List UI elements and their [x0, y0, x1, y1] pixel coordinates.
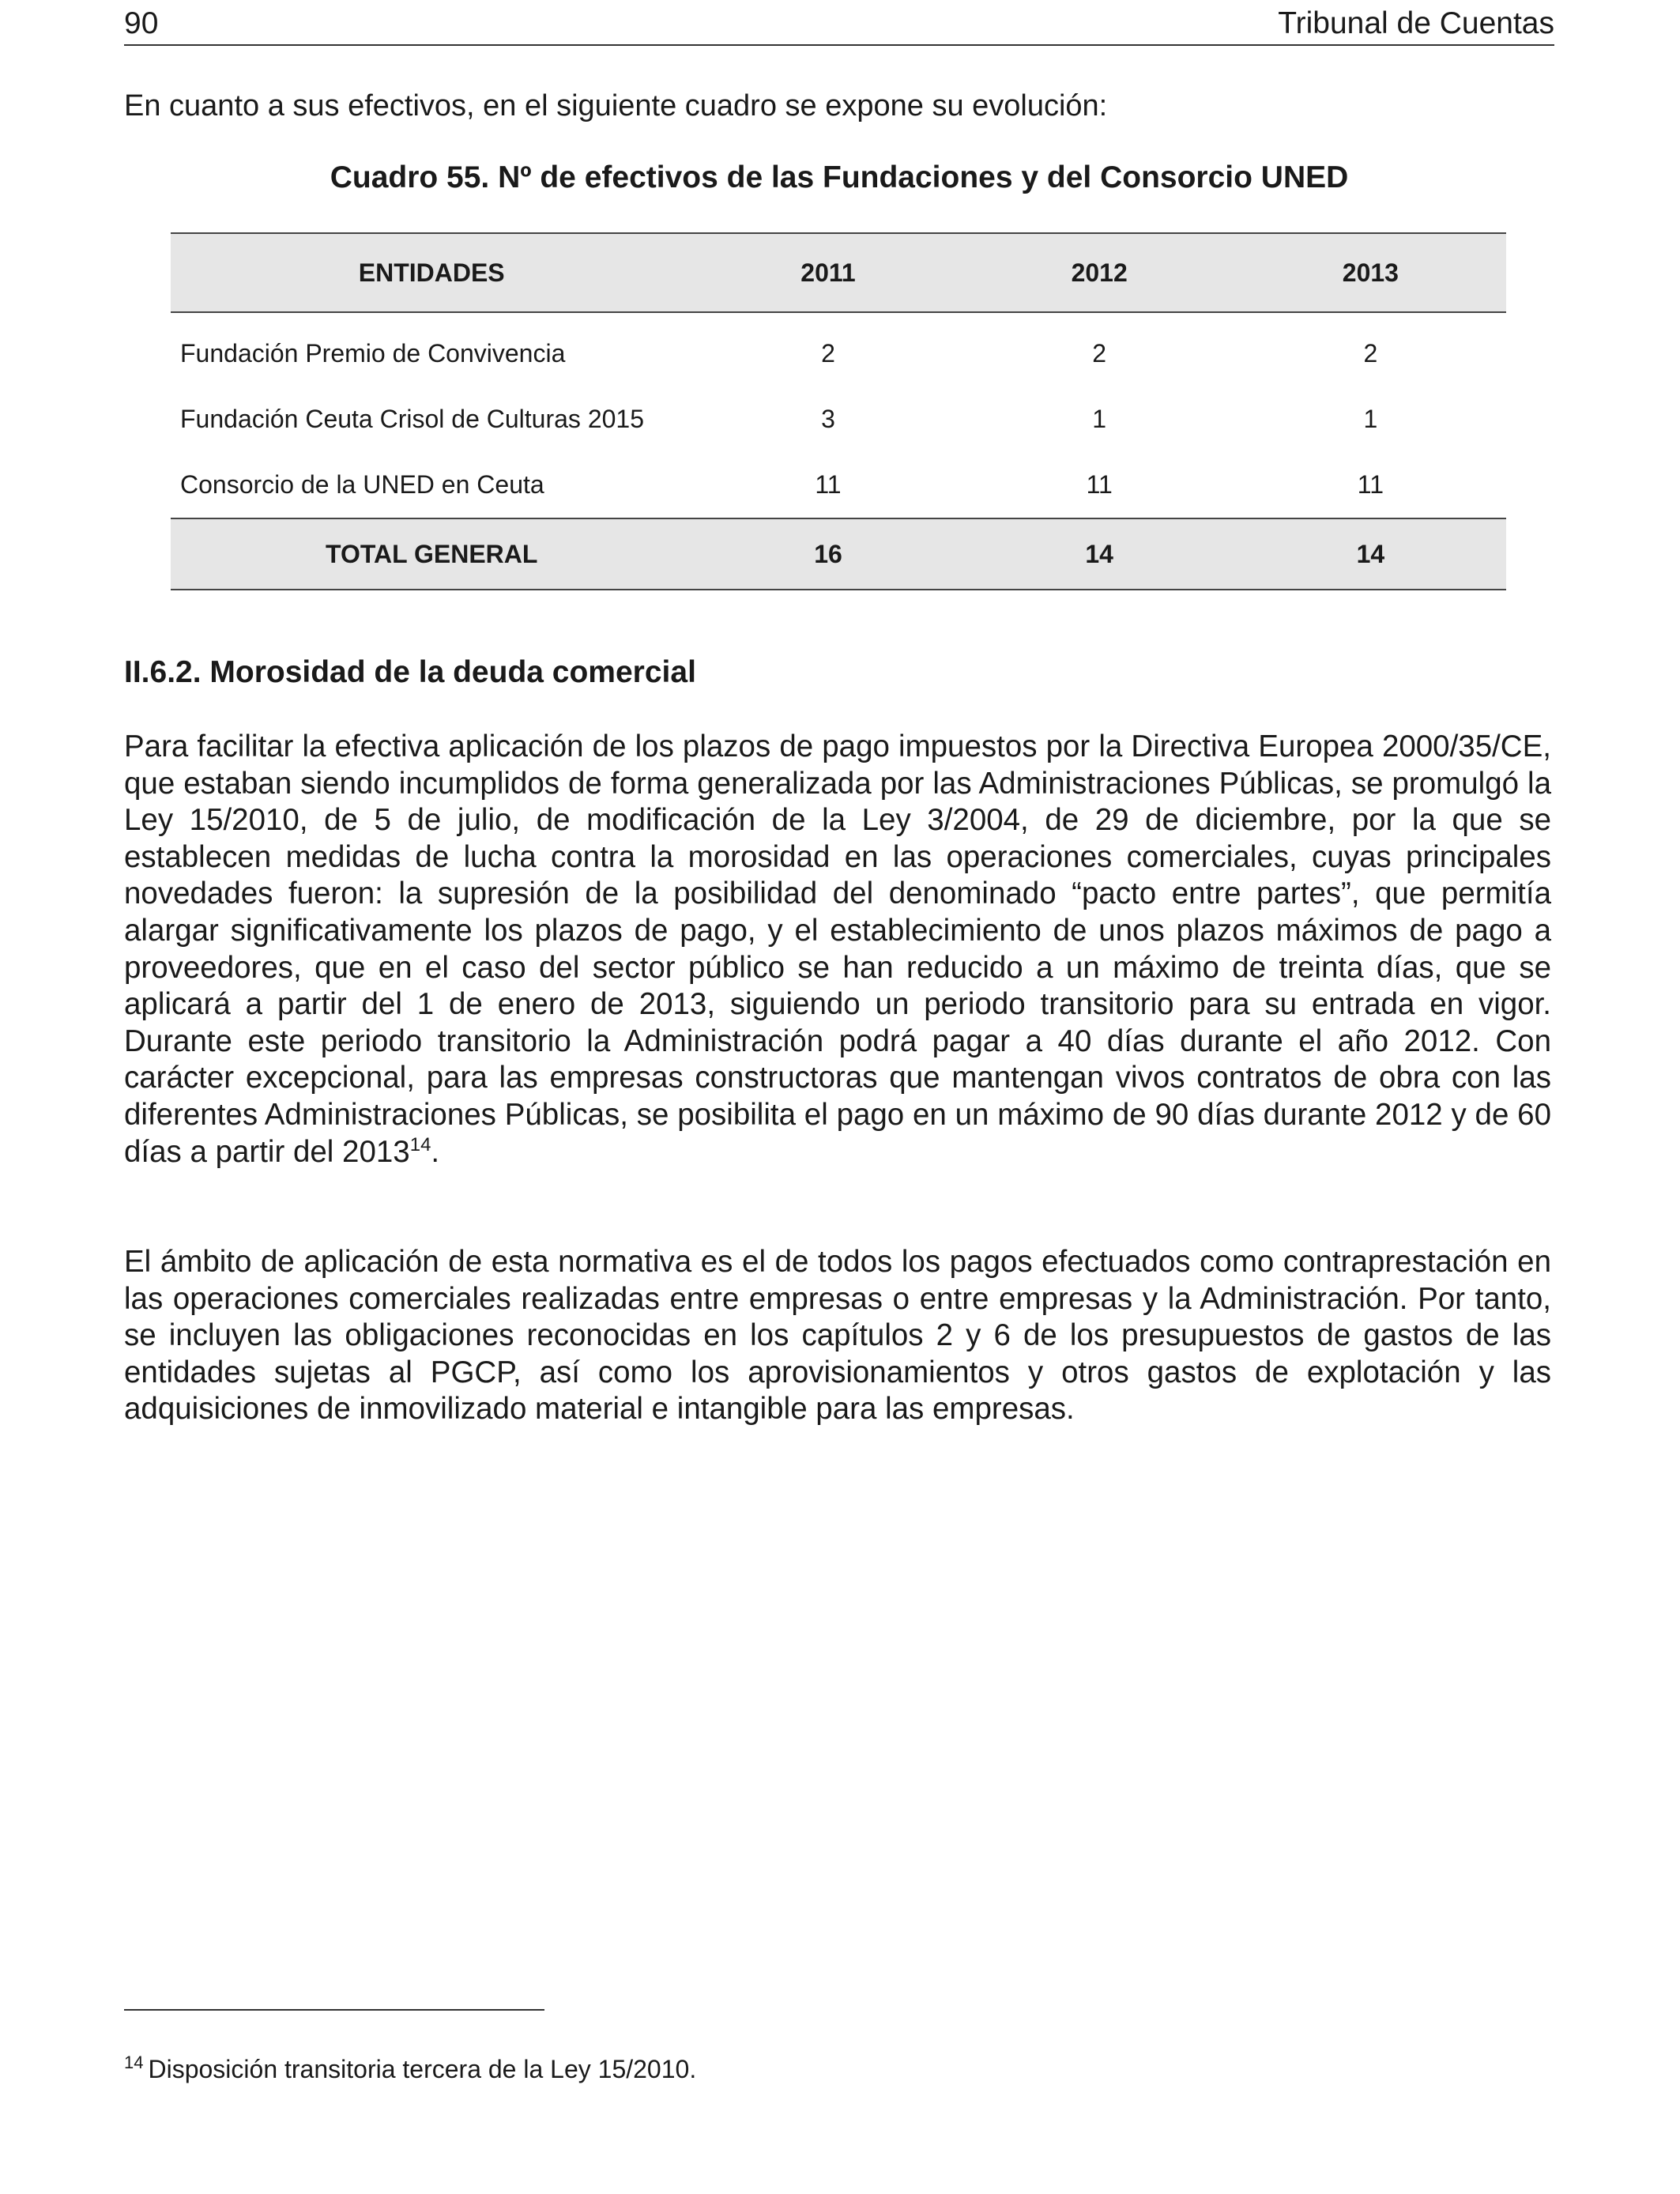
footnote-reference[interactable]: 14 [409, 1133, 431, 1155]
table-total-row [171, 518, 1506, 590]
value-2011: 11 [815, 470, 842, 499]
page-header [124, 5, 1554, 46]
table-header-row [171, 233, 1506, 312]
entity-name: Consorcio de la UNED en Ceuta [180, 470, 544, 499]
body-paragraph-2: El ámbito de aplicación de esta normativa es el de todos los pagos efectuados como contraprestación en las operaciones comerciales realizadas entre empresas o entre empresas y la Administración. Por tanto, se incluyen las obligaciones reconocidas en los capítulos 2 y 6 de los presupuestos de gastos de las entidades sujetas al PGCP, así como los aprovisionamientos y otros gastos de explotación y las adquisiciones de inmovilizado material e intangible para las empresas. [124, 1245, 1551, 1427]
total-label: TOTAL GENERAL [171, 518, 692, 590]
total-2013: 14 [1235, 518, 1506, 590]
paragraph-1-end: . [431, 1134, 440, 1169]
value-2012: 11 [1086, 470, 1113, 499]
table-title: Cuadro 55. Nº de efectivos de las Fundaciones y del Consorcio UNED [330, 160, 1349, 194]
efectivos-table-container [171, 232, 1506, 590]
value-2012: 2 [1092, 339, 1107, 368]
footnote-number: 14 [124, 2053, 144, 2073]
paragraph-1-text: Para facilitar la efectiva aplicación de los plazos de pago impuestos por la Directiva Europea 2000/35/CE, que estaban siendo incumplidos de forma generalizada por las Administraciones Públicas, se promulgó la Ley 15/2010, de 5 de julio, de modificación de la Ley 3/2004, de 29 de diciembre, por la que se establecen medidas de lucha contra la morosidad en las operaciones comerciales, cuyas principales novedades fueron: la supresión de la posibilidad del denominado “pacto entre partes”, que permitía alargar significativamente los plazos de pago, y el establecimiento de unos plazos máximos de pago a proveedores, que en el caso del sector público se han reducido a un máximo de treinta días, que se aplicará a partir del 1 de enero de 2013, siguiendo un periodo transitorio para su entrada en vigor. Durante este periodo transitorio la Administración podrá pagar a 40 días durante el año 2012. Con carácter excepcional, para las empresas constructoras que mantengan vivos contratos de obra con las diferentes Administraciones Públicas, se posibilita el pago en un máximo de 90 días durante 2012 y de 60 días a partir del 2013 [124, 729, 1551, 1169]
column-header-entidades: ENTIDADES [171, 233, 692, 312]
section-heading: II.6.2. Morosidad de la deuda comercial [124, 655, 696, 689]
running-title: Tribunal de Cuentas [1278, 6, 1554, 40]
entity-name: Fundación Premio de Convivencia [180, 339, 566, 368]
value-2013: 1 [1363, 405, 1378, 433]
table-row [171, 452, 1506, 518]
entity-name: Fundación Ceuta Crisol de Culturas 2015 [180, 405, 644, 433]
footnote [124, 2052, 696, 2087]
value-2011: 3 [821, 405, 835, 433]
footnote-text: Disposición transitoria tercera de la Ley 15/2010. [148, 2055, 697, 2083]
column-header-2013: 2013 [1235, 233, 1506, 312]
value-2012: 1 [1092, 405, 1107, 433]
body-paragraph-1 [124, 729, 1551, 1171]
efectivos-table [171, 232, 1506, 590]
footnote-separator [124, 2009, 544, 2011]
column-header-2012: 2012 [964, 233, 1235, 312]
value-2011: 2 [821, 339, 835, 368]
column-header-2011: 2011 [692, 233, 963, 312]
intro-text: En cuanto a sus efectivos, en el siguiente cuadro se expone su evolución: [124, 89, 1108, 123]
value-2013: 2 [1363, 339, 1378, 368]
total-2012: 14 [964, 518, 1235, 590]
table-row [171, 386, 1506, 452]
value-2013: 11 [1357, 470, 1384, 499]
page-number: 90 [124, 6, 159, 40]
table-row [171, 312, 1506, 386]
total-2011: 16 [692, 518, 963, 590]
